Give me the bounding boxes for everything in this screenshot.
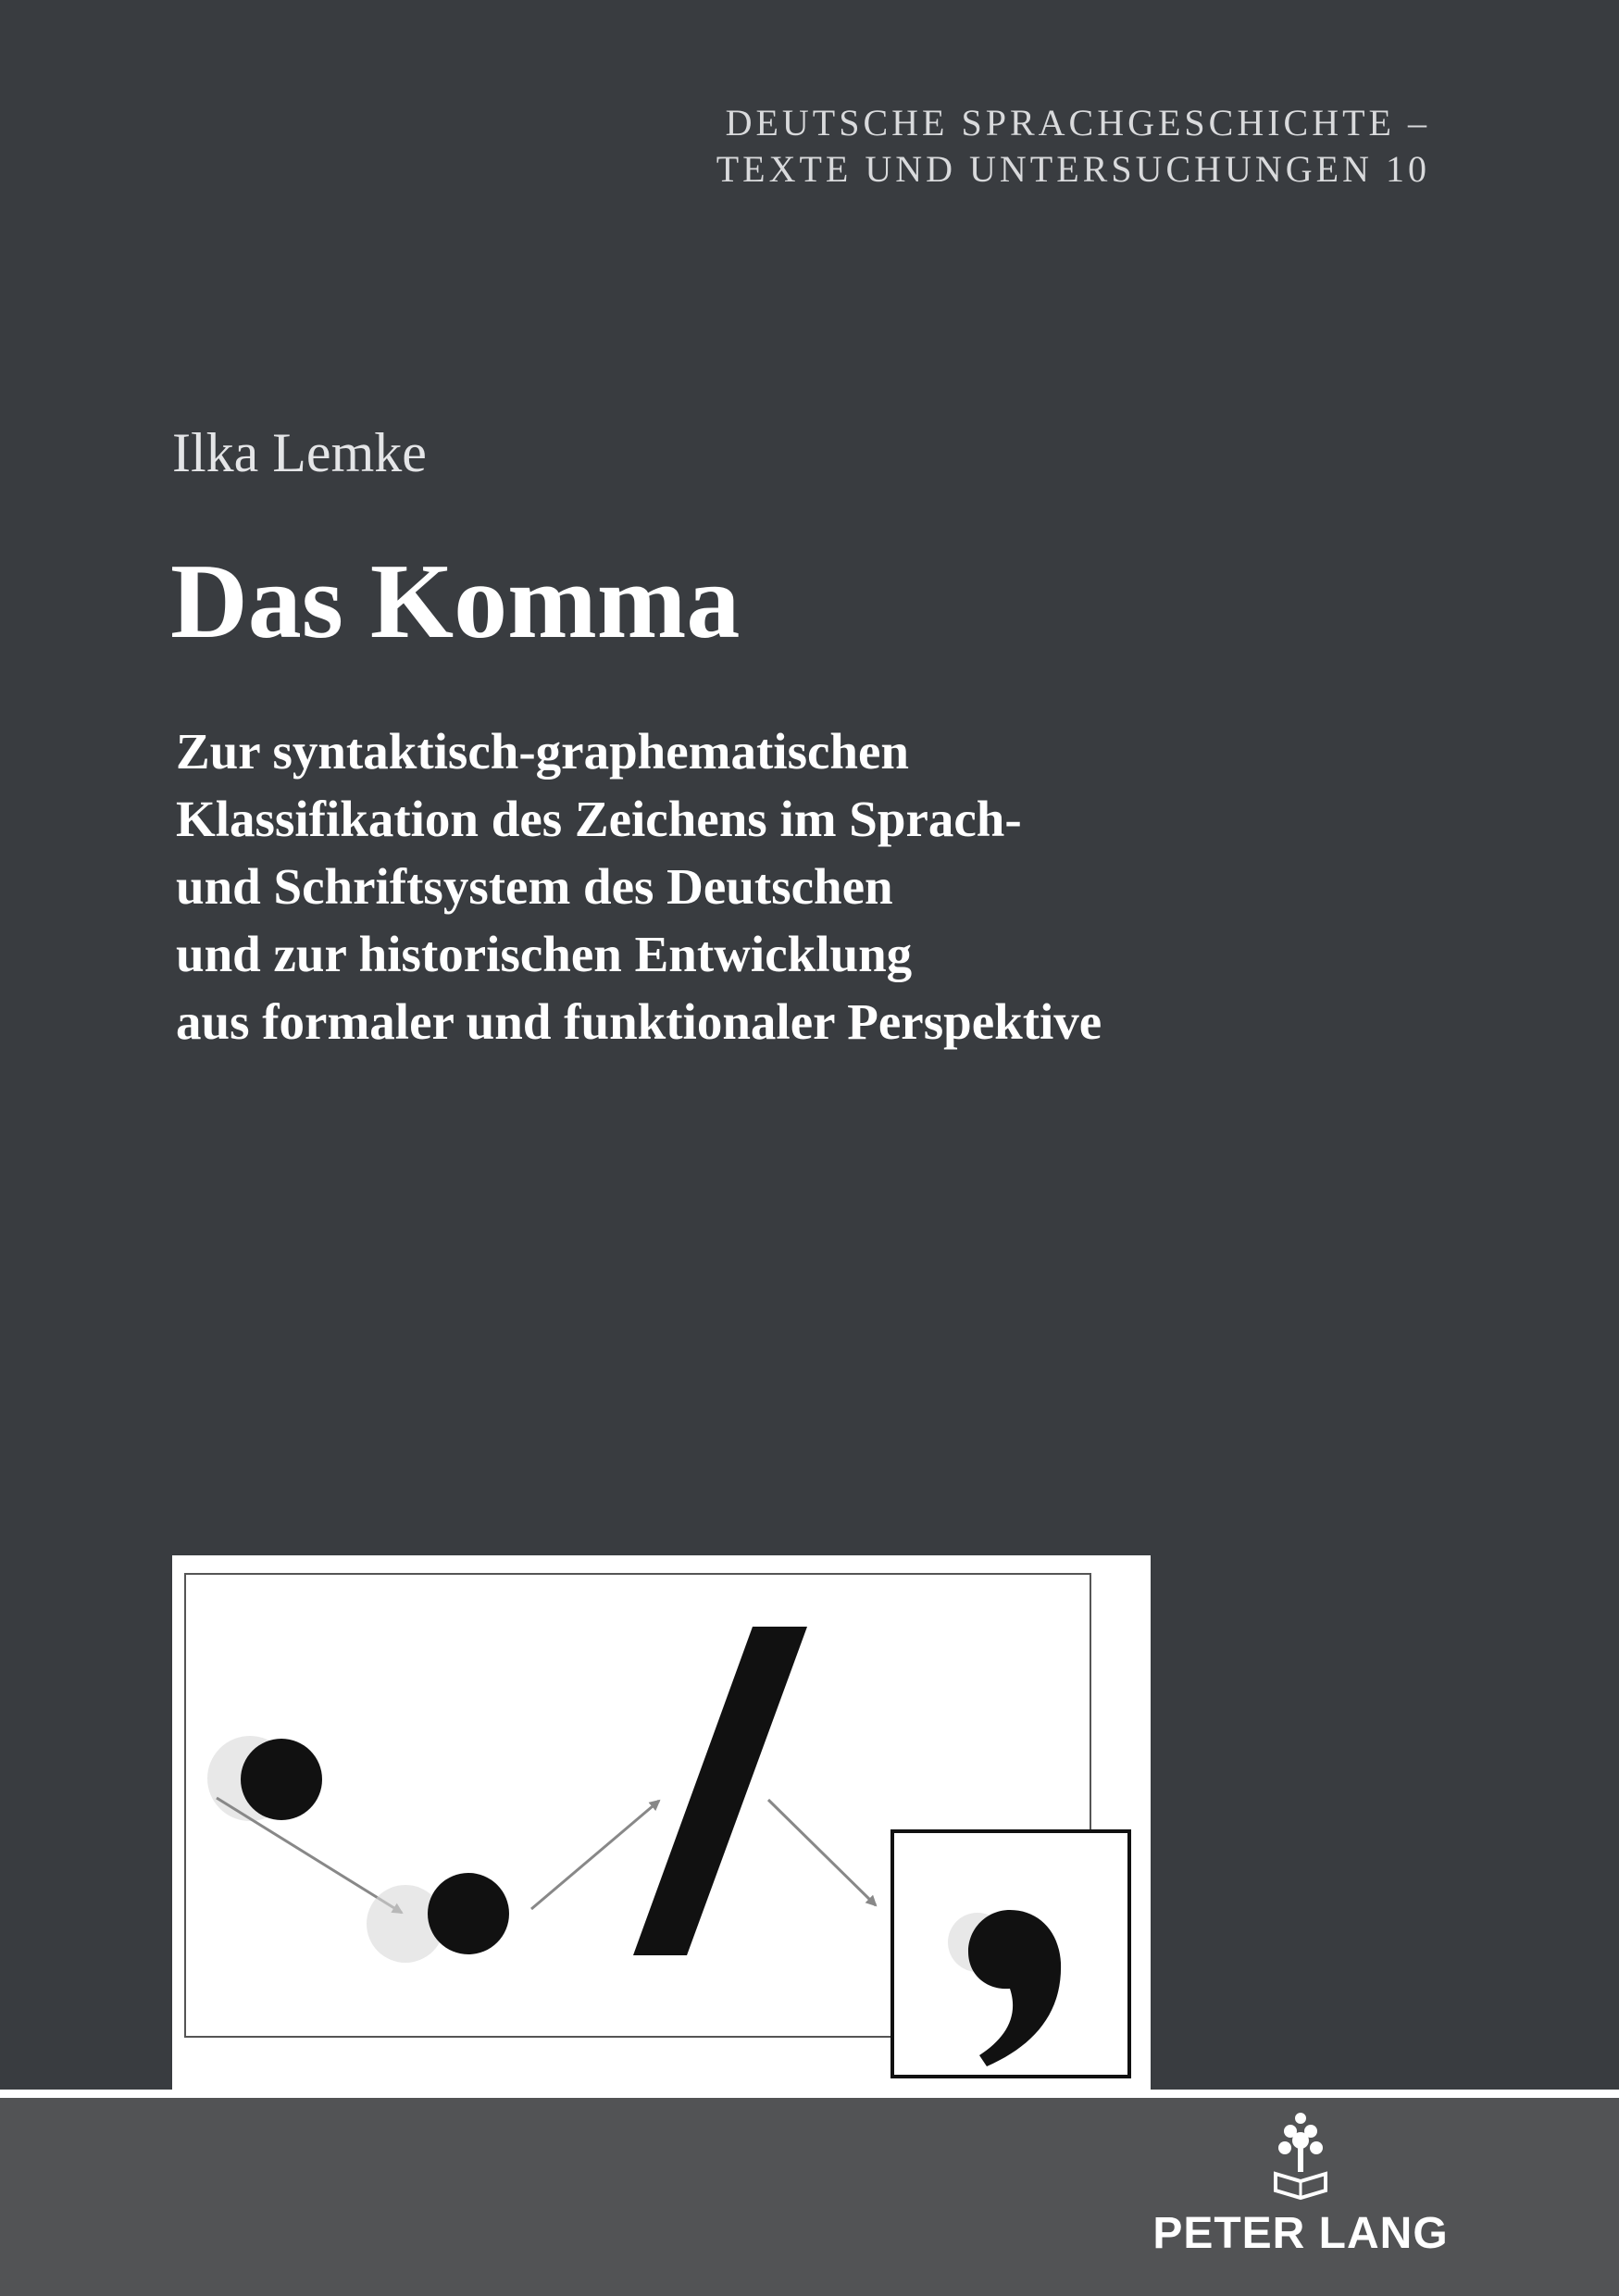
dot-icon xyxy=(241,1739,322,1820)
publisher-block xyxy=(1148,2102,1453,2268)
subtitle-line-5: aus formaler und funktionaler Perspektive xyxy=(176,993,1102,1050)
book-title: Das Komma xyxy=(170,543,741,661)
book-subtitle xyxy=(176,718,1333,1055)
subtitle-line-3: und Schriftsystem des Deutschen xyxy=(176,858,893,915)
footer-separator xyxy=(0,2090,1619,2098)
tree-book-icon xyxy=(1268,2109,1333,2202)
subtitle-line-2: Klassifikation des Zeichens im Sprach- xyxy=(176,791,1022,847)
series-line-2: TEXTE UND UNTERSUCHUNGEN 10 xyxy=(716,148,1430,190)
publisher-name: PETER LANG xyxy=(1152,2209,1449,2258)
author-name: Ilka Lemke xyxy=(172,422,427,483)
subtitle-line-1: Zur syntaktisch-graphematischen xyxy=(176,723,909,780)
dot-icon xyxy=(428,1873,509,1954)
series-title xyxy=(597,100,1430,193)
series-line-1: DEUTSCHE SPRACHGESCHICHTE – xyxy=(725,102,1430,144)
subtitle-line-4: und zur historischen Entwicklung xyxy=(176,926,913,982)
punctuation-evolution-illustration xyxy=(172,1555,1151,2098)
